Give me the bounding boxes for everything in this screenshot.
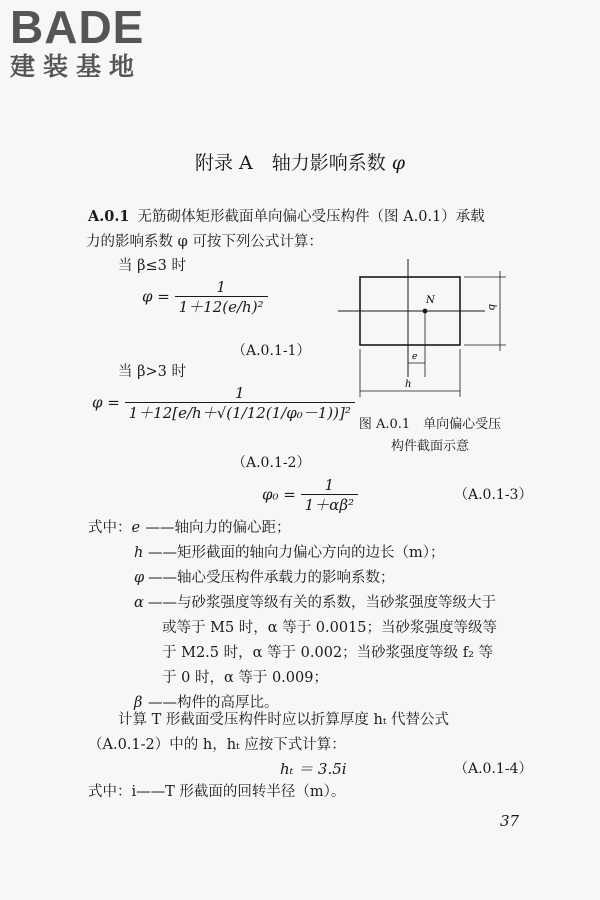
alpha-cont-3: 于 0 时，α 等于 0.009； bbox=[162, 670, 328, 686]
defs-intro: 式中： bbox=[88, 520, 132, 536]
clause-paragraph bbox=[88, 204, 548, 255]
def-e-text: ——轴向力的偏心距； bbox=[145, 520, 291, 536]
clause-number: A.0.1 bbox=[88, 208, 130, 225]
page-number: 37 bbox=[500, 812, 520, 830]
eq3-number: （A.0.1-3） bbox=[454, 487, 533, 503]
label-b: b bbox=[486, 304, 497, 311]
eq2-fraction bbox=[125, 384, 355, 423]
figure-caption-line1: 图 A.0.1 单向偏心受压 bbox=[358, 417, 502, 432]
def-e-symbol: e bbox=[131, 520, 141, 536]
eq1-denominator: 1＋12(e/h)² bbox=[178, 298, 264, 316]
label-h: h bbox=[405, 379, 412, 390]
t-section-line1: 计算 T 形截面受压构件时应以折算厚度 hₜ 代替公式 bbox=[118, 712, 450, 728]
eq3-numerator: 1 bbox=[301, 476, 358, 495]
eq1-numerator: 1 bbox=[175, 278, 268, 297]
eq2-denominator: 1＋12[e/h＋√(1/12(1/φ₀－1))]² bbox=[128, 404, 351, 422]
equation-a-0-1-3 bbox=[262, 476, 358, 515]
def-h-text: ——矩形截面的轴向力偏心方向的边长（m）； bbox=[148, 545, 445, 561]
figure-caption bbox=[330, 414, 530, 458]
brand-logo bbox=[10, 1, 180, 82]
def-phi-text: ——轴心受压构件承载力的影响系数； bbox=[148, 570, 395, 586]
eq3-lhs: φ₀ = bbox=[262, 485, 296, 504]
eq1-lhs: φ = bbox=[142, 287, 170, 306]
def-alpha bbox=[88, 591, 558, 616]
logo-brand: BADE bbox=[10, 1, 145, 53]
figure-section-diagram bbox=[330, 255, 520, 405]
def-beta-symbol: β bbox=[134, 695, 143, 711]
alpha-cont-1: 或等于 M5 时，α 等于 0.0015；当砂浆强度等级等 bbox=[162, 620, 498, 636]
def-beta-text: ——构件的高厚比。 bbox=[148, 695, 279, 711]
def-e bbox=[88, 516, 558, 541]
eq4-number: （A.0.1-4） bbox=[454, 761, 533, 777]
t-section-line2: （A.0.1-2）中的 h，hₜ 应按下式计算： bbox=[88, 737, 346, 753]
def-i: 式中：i——T 形截面的回转半径（m）。 bbox=[88, 784, 346, 800]
load-point-n bbox=[423, 309, 428, 314]
def-phi-symbol: φ bbox=[134, 570, 145, 586]
def-alpha-text: ——与砂浆强度等级有关的系数，当砂浆强度等级大于 bbox=[148, 595, 496, 611]
eq1-fraction bbox=[175, 278, 268, 317]
eq3-denominator: 1＋αβ² bbox=[304, 496, 354, 514]
eq2-number: （A.0.1-2） bbox=[232, 455, 311, 471]
logo-subtitle: 建装基地 bbox=[10, 52, 143, 81]
equation-a-0-1-1 bbox=[142, 278, 268, 317]
condition-beta-le-3: 当 β≤3 时 bbox=[118, 258, 186, 274]
page-title bbox=[0, 148, 600, 175]
clause-line1: 无筋砌体矩形截面单向偏心受压构件（图 A.0.1）承载 bbox=[137, 209, 485, 225]
def-phi bbox=[88, 566, 558, 591]
t-section-paragraph bbox=[88, 708, 548, 758]
clause-line2: 力的影响系数 φ 可按下列公式计算： bbox=[86, 234, 323, 250]
eq2-numerator: 1 bbox=[125, 384, 355, 403]
title-symbol: φ bbox=[391, 152, 406, 174]
definitions-block bbox=[88, 516, 558, 716]
equation-a-0-1-2 bbox=[92, 384, 355, 423]
label-n: N bbox=[426, 295, 435, 306]
figure-caption-line2: 构件截面示意 bbox=[390, 439, 469, 454]
condition-beta-gt-3: 当 β>3 时 bbox=[118, 364, 186, 380]
title-text: 附录 A 轴力影响系数 bbox=[194, 152, 392, 174]
alpha-cont-2: 于 M2.5 时，α 等于 0.002；当砂浆强度等级 f₂ 等 bbox=[162, 645, 494, 661]
equation-a-0-1-4: hₜ ＝ 3.5i bbox=[280, 760, 347, 778]
def-h bbox=[88, 541, 558, 566]
def-alpha-symbol: α bbox=[134, 595, 144, 611]
eq2-lhs: φ = bbox=[92, 393, 120, 412]
eq3-fraction bbox=[301, 476, 358, 515]
def-h-symbol: h bbox=[134, 545, 144, 561]
label-e: e bbox=[412, 352, 418, 362]
eq1-number: （A.0.1-1） bbox=[232, 343, 311, 359]
